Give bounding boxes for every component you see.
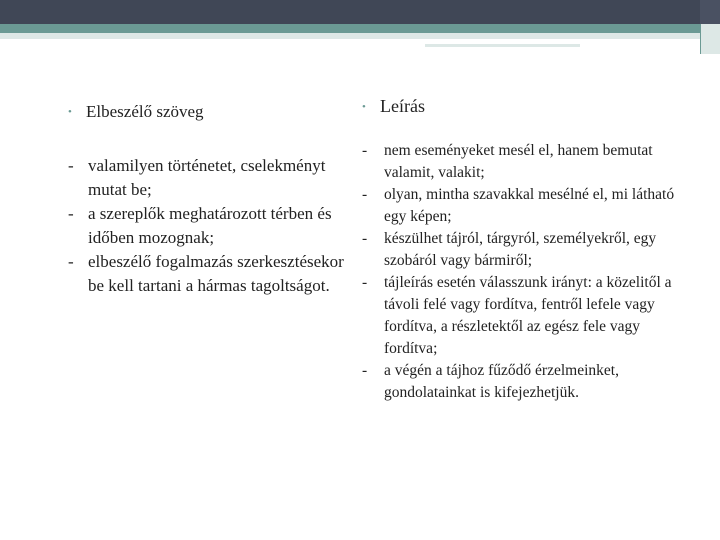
list-item	[362, 140, 682, 184]
list-item	[68, 250, 358, 298]
list-item	[362, 184, 682, 228]
list-item	[362, 360, 682, 404]
list-item-text: készülhet tájról, tárgyról, személyekről, egy szobáról vagy bármiről;	[384, 230, 657, 269]
dash-icon: -	[68, 156, 74, 175]
dash-icon: -	[362, 274, 368, 291]
list-item-text: tájleírás esetén válasszunk irányt: a közelitől a távoli felé vagy fordítva, fentről lefele vagy fordítva, a részletektől az egész fele vagy fordítva;	[384, 274, 672, 357]
list-item-text: nem eseményeket mesél el, hanem bemutat valamit, valakit;	[384, 142, 653, 181]
corner-tab	[700, 24, 720, 54]
list-item	[362, 228, 682, 272]
bullet-icon: •	[362, 101, 366, 113]
dash-icon: -	[362, 186, 368, 203]
dash-icon: -	[362, 362, 368, 379]
dash-icon: -	[362, 142, 368, 159]
right-heading	[362, 95, 682, 120]
light-bar	[0, 33, 720, 39]
list-item-text: olyan, mintha szavakkal mesélné el, mi látható egy képen;	[384, 186, 675, 225]
header-bar-end	[700, 0, 720, 24]
right-list	[362, 140, 682, 404]
list-item-text: a szereplők meghatározott térben és időben mozognak;	[88, 204, 332, 247]
left-heading	[68, 100, 358, 126]
list-item-text: elbeszélő fogalmazás szerkesztésekor be kell tartani a hármas tagoltságot.	[88, 252, 344, 295]
dash-icon: -	[68, 252, 74, 271]
list-item	[68, 202, 358, 250]
list-item	[68, 154, 358, 202]
left-list	[68, 154, 358, 298]
list-item-text: valamilyen történetet, cselekményt mutat be;	[88, 156, 326, 199]
left-column	[68, 100, 358, 298]
dash-icon: -	[362, 230, 368, 247]
list-item-text: a végén a tájhoz fűződő érzelmeinket, gondolatainkat is kifejezhetjük.	[384, 362, 619, 401]
accent-bar	[0, 24, 720, 33]
right-heading-text: Leírás	[380, 96, 425, 116]
left-heading-text: Elbeszélő szöveg	[86, 102, 204, 121]
bullet-icon: •	[68, 106, 72, 118]
thin-accent-line	[425, 44, 580, 47]
list-item	[362, 272, 682, 360]
right-column	[362, 95, 682, 404]
header-bar	[0, 0, 720, 24]
dash-icon: -	[68, 204, 74, 223]
